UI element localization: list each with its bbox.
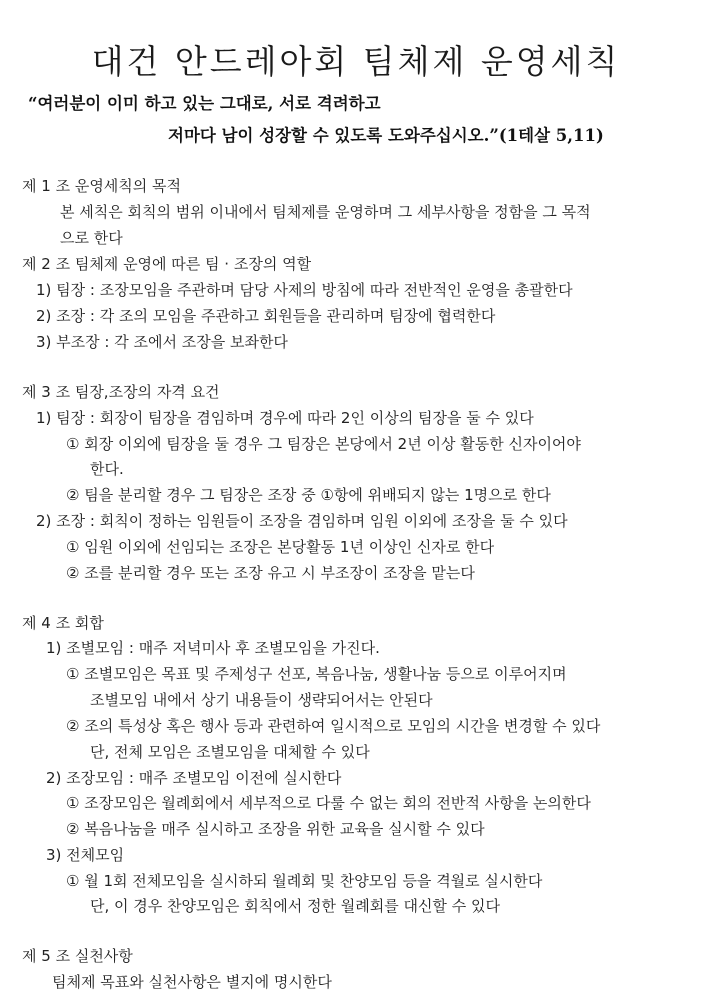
clause-text: 1) 팀장 : 회장이 팀장을 겸임하며 경우에 따라 2인 이상의 팀장을 둘 수 있다 — [36, 409, 534, 427]
scripture-quote-line-1: “여러분이 이미 하고 있는 그대로, 서로 격려하고 — [28, 94, 381, 113]
clause-text: ① 조장모임은 월례회에서 세부적으로 다룰 수 없는 회의 전반적 사항을 논의한다 — [66, 794, 591, 812]
scripture-quote-line-2: 저마다 남이 성장할 수 있도록 도와주십시오.”(1테살 5,11) — [168, 126, 604, 145]
clause-text: 조별모임 내에서 상기 내용들이 생략되어서는 안된다 — [90, 691, 433, 709]
document-title: 대건 안드레아회 팀체제 운영세칙 — [91, 42, 621, 81]
clause-text: 단, 이 경우 찬양모임은 회칙에서 정한 월례회를 대신할 수 있다 — [90, 897, 500, 915]
clause-text: 3) 전체모임 — [46, 846, 125, 864]
clause-text: ① 월 1회 전체모임을 실시하되 월례회 및 찬양모임 등을 격월로 실시한다 — [66, 872, 543, 890]
clause-text: 1) 조별모임 : 매주 저녁미사 후 조별모임을 가진다. — [46, 639, 380, 657]
article-heading: 제 2 조 팀체제 운영에 따른 팀 · 조장의 역할 — [22, 255, 312, 273]
article-heading: 제 4 조 회합 — [22, 614, 104, 632]
clause-text: 으로 한다 — [60, 229, 123, 247]
clause-text: ② 조를 분리할 경우 또는 조장 유고 시 부조장이 조장을 맡는다 — [66, 564, 475, 582]
clause-text: ① 임원 이외에 선임되는 조장은 본당활동 1년 이상인 신자로 한다 — [66, 538, 495, 556]
article-heading: 제 3 조 팀장,조장의 자격 요건 — [22, 383, 220, 401]
article-heading: 제 5 조 실천사항 — [22, 947, 133, 965]
clause-text: 2) 조장 : 각 조의 모임을 주관하고 회원들을 관리하며 팀장에 협력한다 — [36, 307, 496, 325]
clause-text: ② 조의 특성상 혹은 행사 등과 관련하여 일시적으로 모임의 시간을 변경할 수 있다 — [66, 717, 601, 735]
clause-text: 2) 조장 : 회칙이 정하는 임원들이 조장을 겸임하며 임원 이외에 조장을 둘 수 있다 — [36, 512, 568, 530]
clause-text: ② 복음나눔을 매주 실시하고 조장을 위한 교육을 실시할 수 있다 — [66, 820, 485, 838]
clause-text: 단, 전체 모임은 조별모임을 대체할 수 있다 — [90, 743, 370, 761]
clause-text: 본 세칙은 회칙의 범위 이내에서 팀체제를 운영하며 그 세부사항을 정함을 그 목적 — [60, 203, 591, 221]
clause-text: 1) 팀장 : 조장모임을 주관하며 담당 사제의 방침에 따라 전반적인 운영을 총괄한다 — [36, 281, 573, 299]
clause-text: ① 회장 이외에 팀장을 둘 경우 그 팀장은 본당에서 2년 이상 활동한 신자이어야 — [66, 435, 581, 453]
article-heading: 제 1 조 운영세칙의 목적 — [22, 177, 182, 195]
clause-text: 한다. — [90, 460, 124, 478]
clause-text: 3) 부조장 : 각 조에서 조장을 보좌한다 — [36, 333, 288, 351]
clause-text: 팀체제 목표와 실천사항은 별지에 명시한다 — [52, 973, 332, 991]
clause-text: 2) 조장모임 : 매주 조별모임 이전에 실시한다 — [46, 769, 342, 787]
clause-text: ② 팀을 분리할 경우 그 팀장은 조장 중 ①항에 위배되지 않는 1명으로 한다 — [66, 486, 551, 504]
clause-text: ① 조별모임은 목표 및 주제성구 선포, 복음나눔, 생활나눔 등으로 이루어지며 — [66, 665, 567, 683]
